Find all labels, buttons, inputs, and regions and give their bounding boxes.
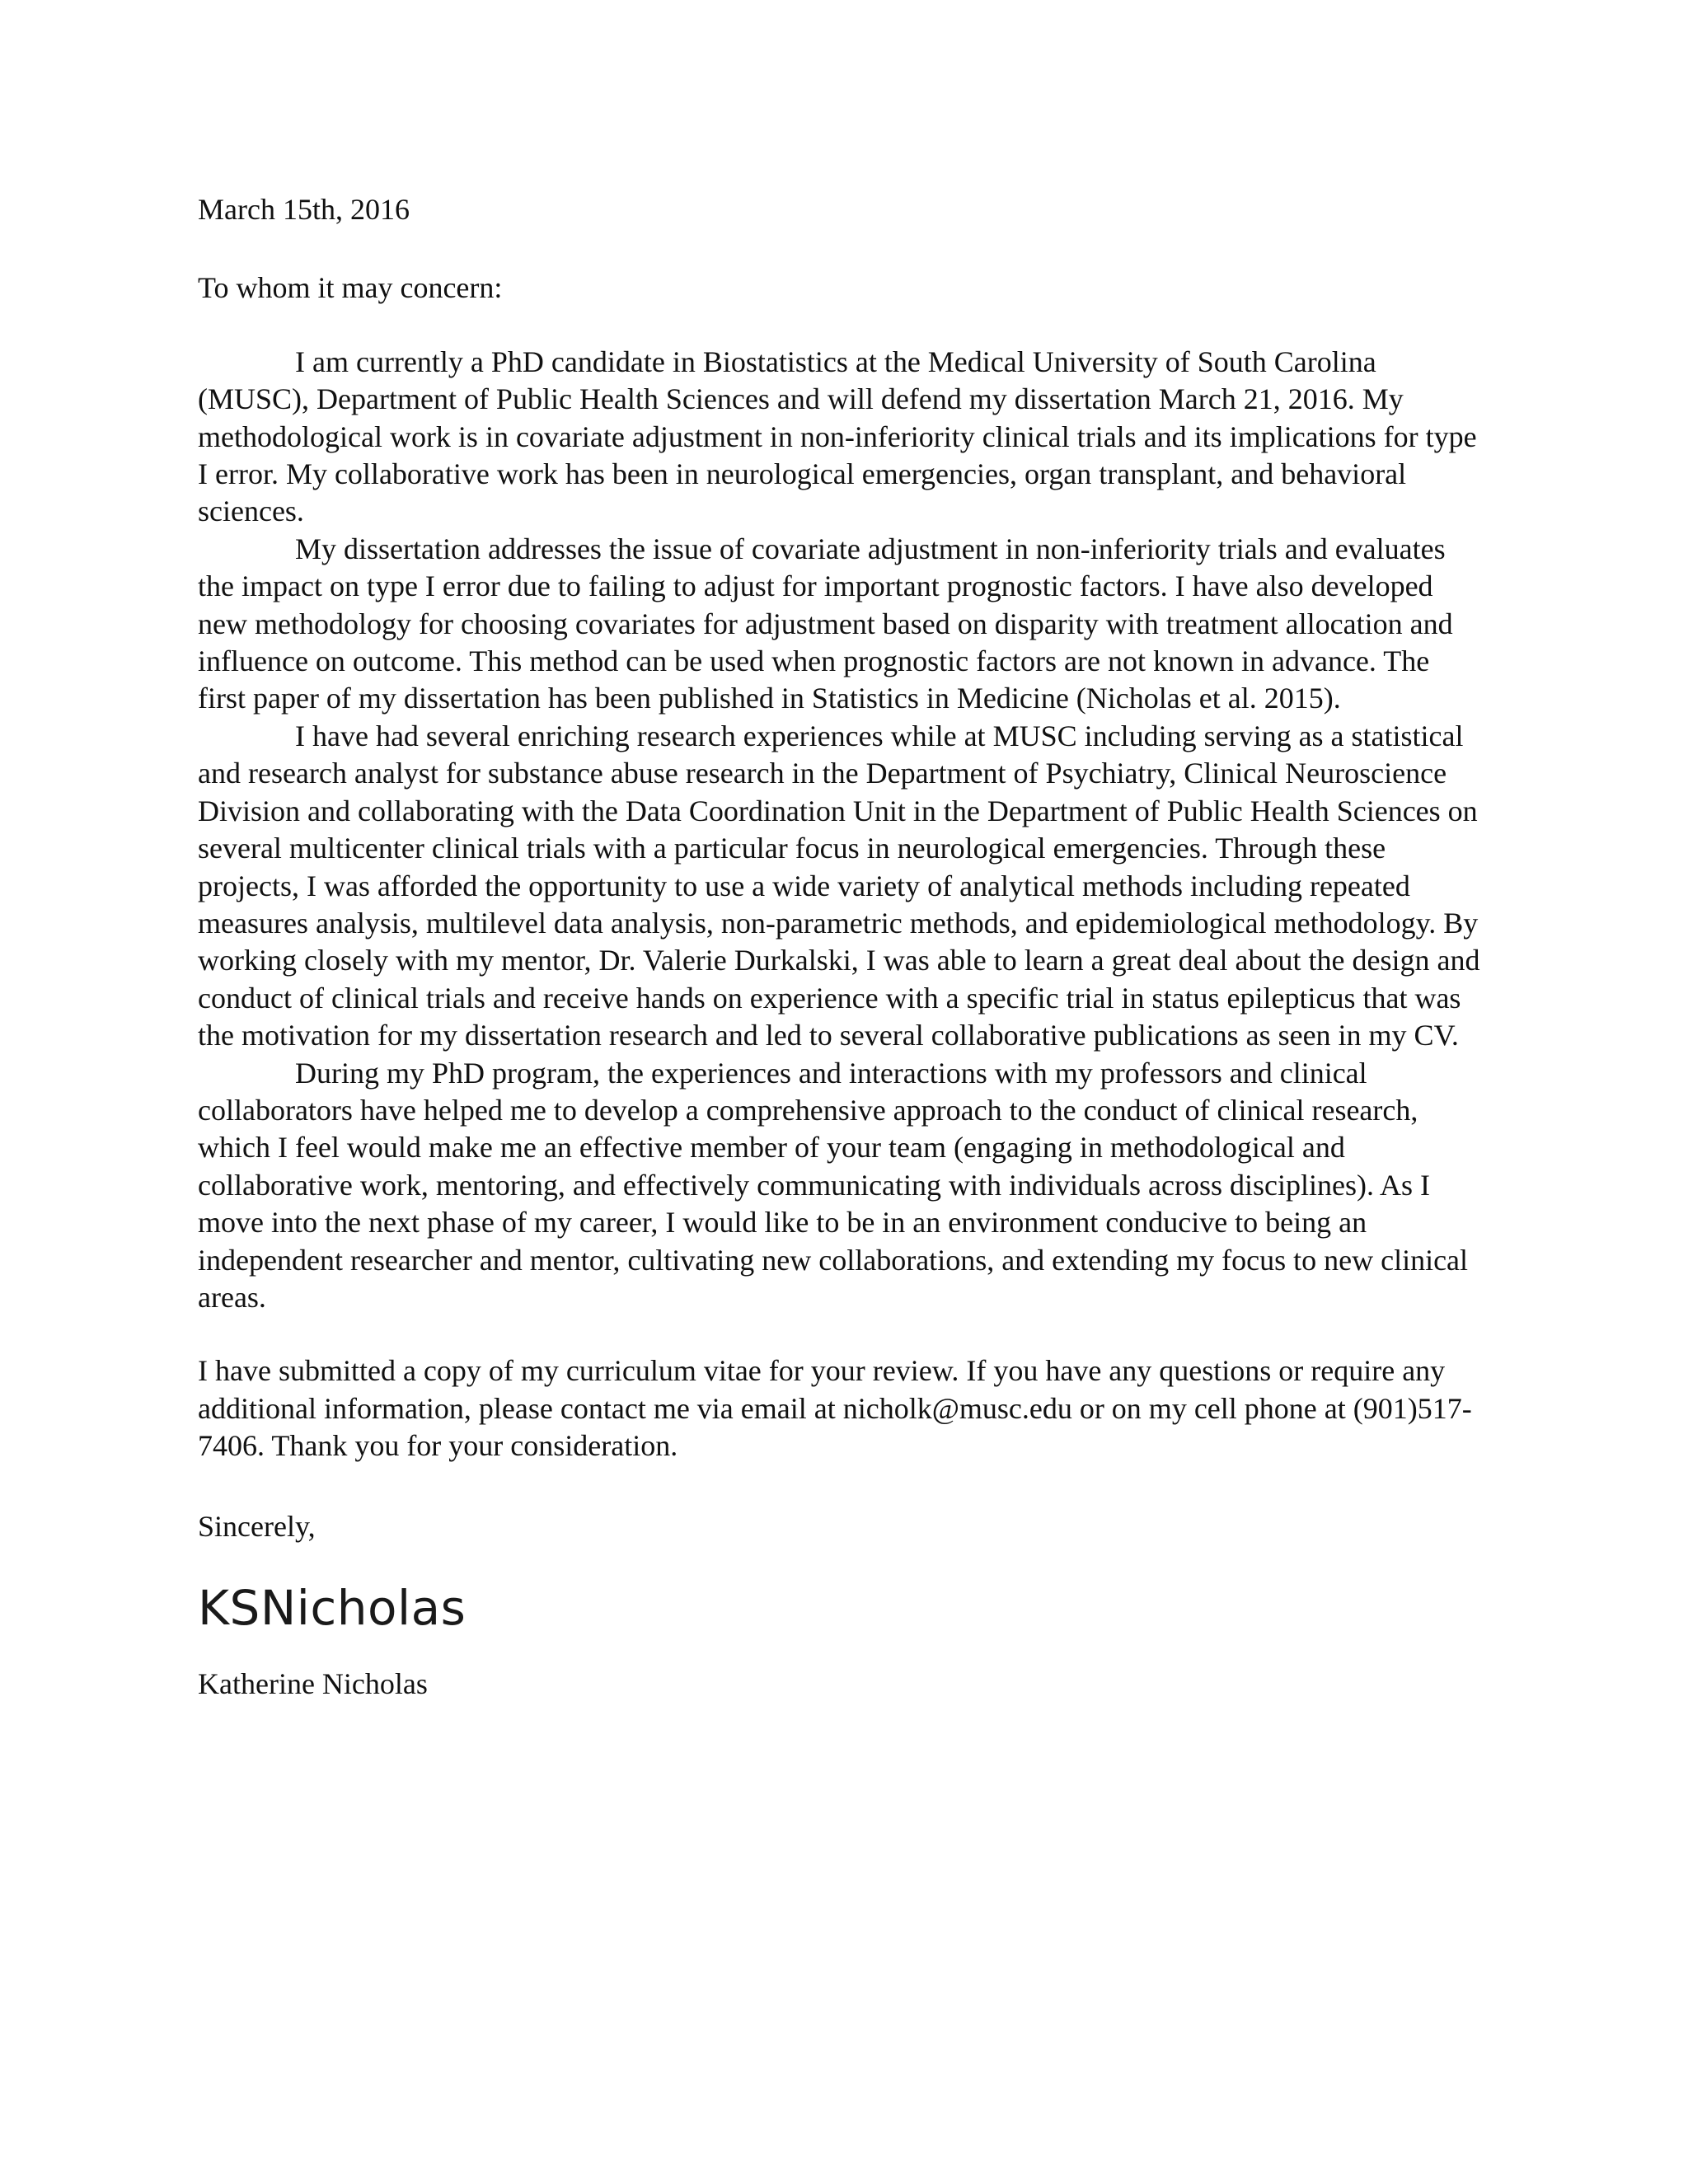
paragraph-career-goals: During my PhD program, the experiences and interactions with my professors and clinical collaborators have helped me to develop a comprehensive approach to the conduct of clinical research, which I feel would make me an effective member of your team (engaging in methodological and collaborative work, mentoring, and effectively communicating with individuals across disciplines). As I move into the next phase of my career, I would like to be in an environment conducive to being an independent researcher and mentor, cultivating new collaborations, and extending my focus to new clinical areas. — [198, 1056, 1469, 1314]
paragraph-dissertation: My dissertation addresses the issue of covariate adjustment in non-inferiority trials and evaluates the impact on type I error due to failing to adjust for important prognostic factors. I have also developed new methodology for choosing covariates for adjustment based on disparity with treatment allocation and influence on outcome. This method can be used when prognostic factors are not known in advance. The first paper of my dissertation has been published in Statistics in Medicine (Nicholas et al. 2015). — [198, 532, 1453, 715]
paragraph-contact: I have submitted a copy of my curriculum vitae for your review. If you have any questions or require any additional information, please contact me via email at nicholk@musc.edu or on my cell phone at (901)517-7406. Thank you for your consideration. — [198, 1354, 1472, 1463]
closing-salutation: Sincerely, — [198, 1509, 316, 1543]
body-paragraphs — [198, 344, 1484, 1317]
letter-body — [198, 191, 1484, 1703]
salutation: To whom it may concern: — [198, 271, 503, 305]
signature: KSNicholas — [198, 1580, 467, 1636]
paragraph-phd-candidacy: I am currently a PhD candidate in Biostatistics at the Medical University of South Carolina (MUSC), Department of Public Health Sciences and will defend my dissertation March 21, 2016. My methodological work is in covariate adjustment in non-inferiority clinical trials and its implications for type I error. My collaborative work has been in neurological emergencies, organ transplant, and behavioral sciences. — [198, 344, 1477, 528]
letter-date: March 15th, 2016 — [198, 193, 410, 226]
printed-name: Katherine Nicholas — [198, 1667, 428, 1700]
paragraph-research-experience: I have had several enriching research experiences while at MUSC including serving as a statistical and research analyst for substance abuse research in the Department of Psychiatry, Clinical Neuroscience Division and collaborating with the Data Coordination Unit in the Department of Public Health Sciences on several multicenter clinical trials with a particular focus in neurological emergencies. Through these projects, I was afforded the opportunity to use a wide variety of analytical methods including repeated measures analysis, multilevel data analysis, non-parametric methods, and epidemiological methodology. By working closely with my mentor, Dr. Valerie Durkalski, I was able to learn a great deal about the design and conduct of clinical trials and receive hands on experience with a specific trial in status epilepticus that was the motivation for my dissertation research and led to several collaborative publications as seen in my CV. — [198, 719, 1480, 1052]
